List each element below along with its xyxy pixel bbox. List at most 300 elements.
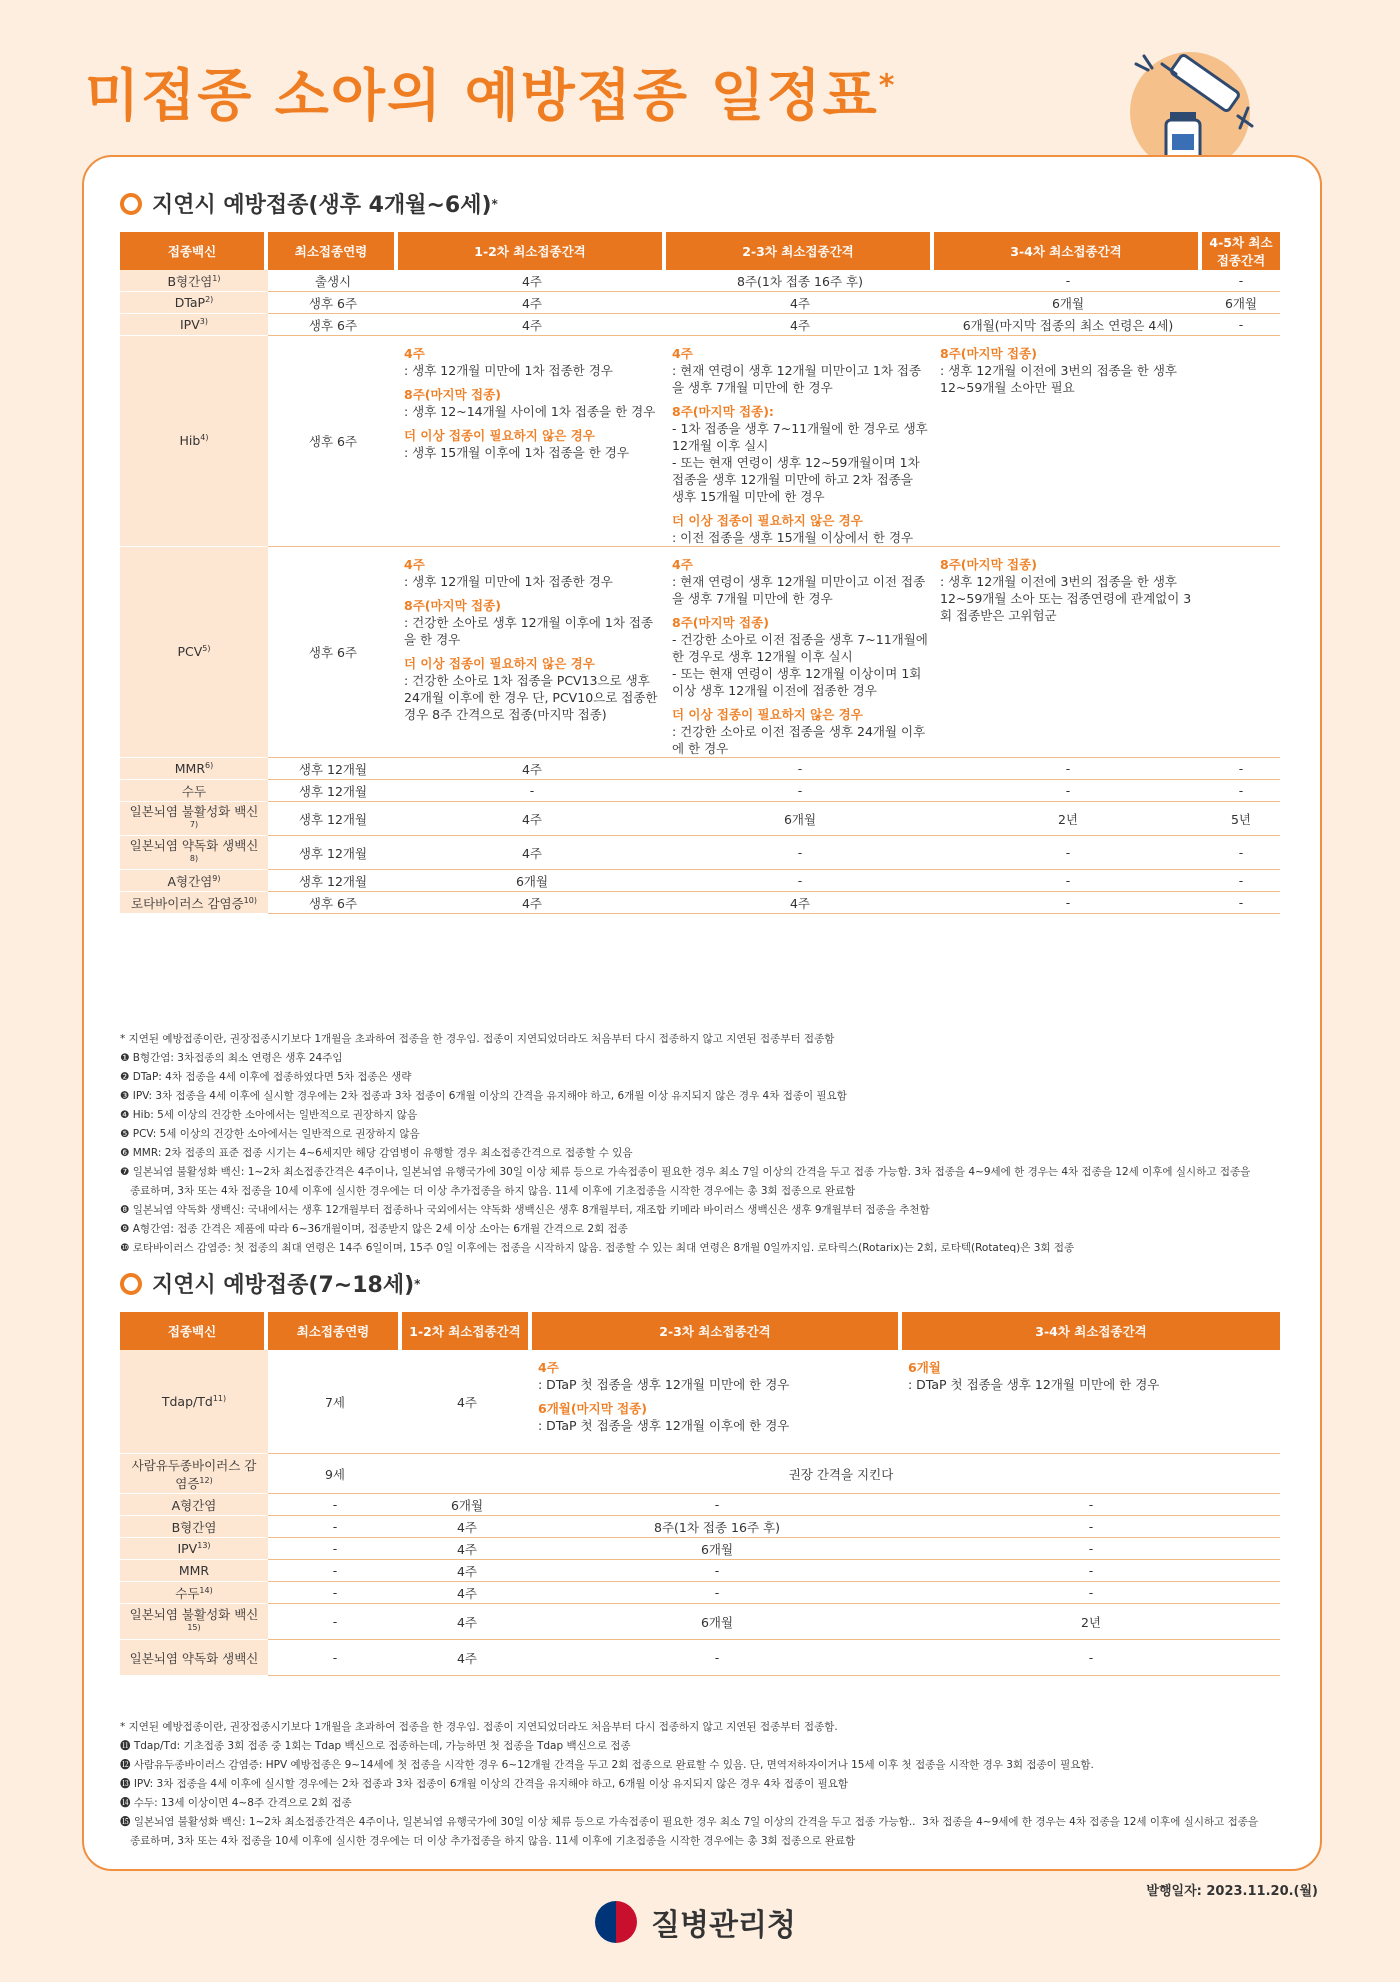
vaccine-label: 일본뇌염 불활성화 백신	[129, 804, 259, 819]
cell-value: -	[1238, 761, 1244, 776]
note-line: 종료하며, 3차 또는 4차 접종을 10세 이후에 실시한 경우에는 더 이상 추가접종을 하지 않음. 11세 이후에 기초접종을 시작한 경우에는 총 3회 접종으로 완료함	[120, 1835, 856, 1847]
cell-value: 4주	[521, 845, 543, 861]
table-row	[120, 1516, 1280, 1538]
section2-notes	[120, 1718, 1310, 1851]
table-cell	[902, 1640, 1280, 1676]
ring-bullet-icon	[120, 193, 142, 215]
table-cell	[398, 802, 666, 836]
table-cell	[398, 758, 666, 780]
table-cell	[268, 1538, 402, 1560]
detail-heading: 4주	[672, 557, 693, 572]
table-cell	[402, 1494, 532, 1516]
vaccine-name	[120, 1560, 268, 1582]
table-cell	[268, 836, 398, 870]
cell-value: 4주	[789, 895, 811, 911]
col-header: 2-3차 최소접종간격	[532, 1312, 902, 1350]
cell-value: -	[1238, 873, 1244, 889]
interval-detail	[934, 336, 1202, 547]
cell-value: 5년	[1230, 811, 1252, 827]
table-cell	[902, 1494, 1280, 1516]
footnote-ref: 8)	[189, 854, 199, 864]
vaccine-name	[120, 892, 268, 914]
footnote-ref: 3)	[199, 316, 208, 326]
table-cell	[268, 780, 398, 802]
table-cell	[402, 1538, 532, 1560]
table-row	[120, 802, 1280, 836]
vaccine-label: IPV	[180, 317, 200, 333]
cell-value: 4주	[521, 295, 543, 311]
table-row	[120, 270, 1280, 292]
detail-text: : 현재 연령이 생후 12개월 미만이고 이전 접종을 생후 7개월 미만에 한 경우	[672, 574, 926, 606]
note-line: ⓬ 사람유두종바이러스 감염증: HPV 예방접종은 9~14세에 첫 접종을 시작한 경우 6~12개월 간격을 두고 2회 접종으로 완료할 수 있음. 단, 면역저하자이거나 15세 이후 첫 접종을 시작한 경우 3회 접종이 필요함.	[120, 1759, 1094, 1771]
vaccine-name	[120, 1454, 268, 1494]
cell-value: 생후 12개월	[298, 845, 368, 861]
note-line: ❷ DTaP: 4차 접종을 4세 이후에 접종하였다면 5차 접종은 생략	[120, 1071, 412, 1083]
cell-value: -	[714, 1497, 720, 1512]
table-cell	[268, 336, 398, 547]
cell-value: 6개월(마지막 접종의 최소 연령은 4세)	[962, 317, 1174, 333]
cell-value: 생후 6주	[308, 317, 358, 333]
table-cell	[1202, 314, 1280, 336]
detail-text: - 1차 접종을 생후 7~11개월에 한 경우로 생후 12개월 이후 실시 - 또는 현재 연령이 생후 12~59개월이며 1차 접종을 생후 12개월 미만에 하고 2차 접종을 생후 15개월 미만에 한 경우	[672, 421, 928, 504]
detail-text: : 생후 12개월 미만에 1차 접종한 경우	[404, 363, 613, 378]
table-cell	[268, 1640, 402, 1676]
vaccine-name	[120, 1516, 268, 1538]
footnote-ref: 7)	[189, 820, 199, 829]
table-cell	[532, 1582, 902, 1604]
table-cell	[268, 1494, 402, 1516]
detail-heading: 8주(마지막 접종)	[672, 615, 769, 630]
cell-value: -	[797, 873, 803, 889]
table-cell	[902, 1604, 1280, 1640]
vaccine-name	[120, 1350, 268, 1454]
vaccine-name	[120, 314, 268, 336]
cell-value: -	[332, 1541, 338, 1556]
table-cell	[934, 758, 1202, 780]
cell-value: 생후 12개월	[298, 761, 368, 777]
table-cell	[268, 758, 398, 780]
footnote-ref: 10)	[243, 895, 257, 905]
cell-value: 4주	[456, 1650, 478, 1666]
table-cell	[902, 1582, 1280, 1604]
cell-value: 생후 6주	[308, 434, 358, 449]
table-row	[120, 1454, 1280, 1494]
cell-value: 4주	[789, 295, 811, 311]
note-line: ❶ B형간염: 3차접종의 최소 연령은 생후 24주임	[120, 1052, 343, 1064]
footnote-ref: 4)	[200, 433, 209, 443]
empty-cell	[1202, 547, 1280, 758]
table-cell	[398, 870, 666, 892]
detail-heading: 4주	[538, 1360, 559, 1375]
col-header: 3-4차 최소접종간격	[934, 232, 1202, 270]
vaccine-label: Tdap/Td	[161, 1394, 213, 1410]
col-header: 2-3차 최소접종간격	[666, 232, 934, 270]
detail-text: : DTaP 첫 접종을 생후 12개월 미만에 한 경우	[908, 1377, 1160, 1392]
detail-text: : 생후 12~14개월 사이에 1차 접종을 한 경우	[404, 404, 656, 419]
cell-value: -	[1065, 761, 1071, 776]
table-cell	[666, 758, 934, 780]
cell-value: -	[714, 1563, 720, 1578]
vaccine-label: B형간염	[171, 1519, 217, 1535]
vaccine-label: 사람유두종바이러스 감염증	[131, 1457, 257, 1491]
table-cell	[902, 1516, 1280, 1538]
table-cell	[934, 270, 1202, 292]
table-row	[120, 780, 1280, 802]
detail-heading: 6개월	[908, 1360, 941, 1375]
cell-value: -	[1088, 1585, 1094, 1600]
cell-value: -	[332, 1585, 338, 1600]
cell-value: 6개월	[515, 873, 549, 889]
cell-value: 6개월	[783, 811, 817, 827]
detail-heading: 더 이상 접종이 필요하지 않은 경우	[404, 428, 595, 443]
note-line: ⓮ 수두: 13세 이상이면 4~8주 간격으로 2회 접종	[120, 1797, 352, 1809]
footnote-ref: 13)	[197, 1540, 211, 1550]
detail-text: : 건강한 소아로 이전 접종을 생후 24개월 이후에 한 경우	[672, 724, 926, 756]
vaccine-name	[120, 802, 268, 836]
cell-value: 생후 6주	[308, 895, 358, 911]
vaccine-name	[120, 547, 268, 758]
vaccine-label: A형간염	[171, 1497, 217, 1513]
cell-value: 8주(1차 접종 16주 후)	[737, 273, 863, 289]
detail-text: : DTaP 첫 접종을 생후 12개월 미만에 한 경우	[538, 1377, 790, 1392]
cell-value: 7세	[324, 1394, 346, 1410]
vaccine-name	[120, 1494, 268, 1516]
cell-value: -	[1065, 783, 1071, 798]
cell-value: 4주	[456, 1614, 478, 1630]
detail-heading: 6개월(마지막 접종)	[538, 1401, 648, 1416]
table-cell	[666, 892, 934, 914]
table-cell	[1202, 758, 1280, 780]
detail-heading: 4주	[404, 557, 425, 572]
cell-value: -	[1238, 895, 1244, 911]
section1-notes	[120, 1030, 1310, 1258]
org-logo	[595, 1900, 796, 1944]
cell-value: 4주	[456, 1585, 478, 1601]
cell-value: 8주(1차 접종 16주 후)	[654, 1519, 780, 1535]
cell-value: -	[1088, 1541, 1094, 1556]
note-line: ❹ Hib: 5세 이상의 건강한 소아에서는 일반적으로 권장하지 않음	[120, 1109, 418, 1121]
taegeuk-logo-icon	[595, 1901, 637, 1943]
table-cell	[934, 870, 1202, 892]
vaccine-label: MMR	[174, 761, 206, 777]
table-cell	[1202, 292, 1280, 314]
cell-value: -	[332, 1650, 338, 1665]
col-header: 최소접종연령	[268, 1312, 402, 1350]
vaccine-name	[120, 758, 268, 780]
schedule-table-youth	[120, 1312, 1280, 1676]
table-cell	[934, 292, 1202, 314]
table-cell	[268, 892, 398, 914]
table-row	[120, 870, 1280, 892]
table-cell	[934, 314, 1202, 336]
table-cell	[532, 1640, 902, 1676]
col-header: 1-2차 최소접종간격	[402, 1312, 532, 1350]
table-cell	[268, 1454, 402, 1494]
note-line: ❽ 일본뇌염 약독화 생백신: 국내에서는 생후 12개월부터 접종하나 국외에서는 약독화 생백신은 생후 8개월부터, 재조합 키메라 바이러스 생백신은 생후 9개월부터 접종을 추천함	[120, 1204, 930, 1216]
note-line: ⓯ 일본뇌염 불활성화 백신: 1~2차 최소접종간격은 4주이나, 일본뇌염 유행국가에 30일 이상 체류 등으로 가속접종이 필요한 경우 최소 7일 이상의 간격을 두고 접종 가능함.. 3차 접종을 4~9세에 한 경우는 4차 접종을 12세 이후에 실시하고 접종을	[120, 1816, 1259, 1828]
vaccine-name	[120, 870, 268, 892]
page-title: 미접종 소아의 예방접종 일정표*	[85, 64, 897, 129]
interval-detail	[666, 336, 934, 547]
cell-value: 4주	[521, 895, 543, 911]
table-cell	[934, 892, 1202, 914]
col-header: 최소접종연령	[268, 232, 398, 270]
detail-heading: 8주(마지막 접종)	[940, 557, 1037, 572]
cell-value: 4주	[521, 811, 543, 827]
table-cell	[268, 270, 398, 292]
cell-value: 생후 6주	[308, 295, 358, 311]
cell-value: 4주	[521, 273, 543, 289]
interval-detail	[902, 1350, 1280, 1454]
interval-detail	[398, 336, 666, 547]
cell-value: -	[1238, 273, 1244, 288]
vaccine-name	[120, 1582, 268, 1604]
org-name: 질병관리청	[651, 1908, 796, 1943]
vaccine-label: B형간염	[167, 273, 213, 289]
vaccine-label: DTaP	[174, 295, 206, 311]
vaccine-label: 수두	[181, 783, 207, 799]
detail-text: : 현재 연령이 생후 12개월 미만이고 1차 접종을 생후 7개월 미만에 한 경우	[672, 363, 922, 395]
table-cell	[532, 1538, 902, 1560]
table-cell	[402, 1350, 532, 1454]
col-header: 4-5차 최소 접종간격	[1202, 232, 1280, 270]
cell-value: -	[1088, 1563, 1094, 1578]
table-row	[120, 314, 1280, 336]
detail-text: : 건강한 소아로 1차 접종을 PCV13으로 생후 24개월 이후에 한 경우 단, PCV10으로 접종한 경우 8주 간격으로 접종(마지막 접종)	[404, 673, 658, 722]
table-row	[120, 1350, 1280, 1454]
table-cell	[934, 780, 1202, 802]
cell-value: -	[1238, 845, 1244, 861]
table-cell	[532, 1560, 902, 1582]
table-row	[120, 1582, 1280, 1604]
interval-detail	[532, 1350, 902, 1454]
cell-value: 권장 간격을 지킨다	[788, 1466, 894, 1482]
table-cell	[1202, 870, 1280, 892]
vaccine-label: 일본뇌염 불활성화 백신	[129, 1606, 259, 1622]
table-cell	[902, 1560, 1280, 1582]
cell-value: 4주	[456, 1541, 478, 1557]
cell-value: -	[332, 1497, 338, 1512]
table-cell	[402, 1454, 1280, 1494]
table-cell	[398, 314, 666, 336]
table-row	[120, 836, 1280, 870]
cell-value: -	[714, 1650, 720, 1665]
cell-value: 생후 6주	[308, 645, 358, 660]
vaccine-label: A형간염	[167, 873, 213, 889]
table-cell	[666, 314, 934, 336]
detail-text: : 건강한 소아로 생후 12개월 이후에 1차 접종을 한 경우	[404, 615, 654, 647]
detail-text: : 이전 접종을 생후 15개월 이상에서 한 경우	[672, 530, 914, 545]
cell-value: 9세	[324, 1466, 346, 1482]
cell-value: -	[1238, 783, 1244, 798]
interval-detail	[666, 547, 934, 758]
table-cell	[268, 1604, 402, 1640]
cell-value: 출생시	[314, 273, 352, 289]
vaccine-name	[120, 1538, 268, 1560]
vaccine-label: 일본뇌염 약독화 생백신	[129, 838, 259, 854]
table-cell	[268, 314, 398, 336]
table-cell	[268, 547, 398, 758]
footnote-ref: 9)	[212, 873, 221, 883]
note-line: ❾ A형간염: 접종 간격은 제품에 따라 6~36개월이며, 접종받지 않은 2세 이상 소아는 6개월 간격으로 2회 접종	[120, 1223, 628, 1235]
cell-value: -	[529, 783, 535, 798]
cell-value: 4주	[789, 317, 811, 333]
section1-title: 지연시 예방접종(생후 4개월~6세) *	[120, 188, 498, 219]
cell-value: -	[332, 1563, 338, 1578]
note-line: * 지연된 예방접종이란, 권장접종시기보다 1개월을 초과하여 접종을 한 경우임. 접종이 지연되었더라도 처음부터 다시 접종하지 않고 지연된 접종부터 접종함	[120, 1033, 835, 1045]
detail-text: : 생후 12개월 이전에 3번의 접종을 한 생후 12~59개월 소아 또는 접종연령에 관계없이 3회 접종받은 고위험군	[940, 574, 1192, 623]
vaccine-name	[120, 292, 268, 314]
empty-cell	[1202, 336, 1280, 547]
cell-value: -	[797, 783, 803, 798]
note-line: ❸ IPV: 3차 접종을 4세 이후에 실시할 경우에는 2차 접종과 3차 접종이 6개월 이상의 간격을 유지해야 하고, 6개월 이상 유지되지 않은 경우 4차 접종이 필요함	[120, 1090, 847, 1102]
vaccine-label: PCV	[177, 644, 203, 660]
table-cell	[398, 892, 666, 914]
table-row	[120, 1494, 1280, 1516]
table-cell	[268, 1560, 402, 1582]
note-line: ❻ MMR: 2차 접종의 표준 접종 시기는 4~6세지만 해당 감염병이 유행할 경우 최소접종간격으로 접종할 수 있음	[120, 1147, 633, 1159]
interval-detail	[398, 547, 666, 758]
table-cell	[902, 1538, 1280, 1560]
note-line: ⓫ Tdap/Td: 기초접종 3회 접종 중 1회는 Tdap 백신으로 접종하는데, 가능하면 첫 접종을 Tdap 백신으로 접종	[120, 1740, 631, 1752]
vaccine-name	[120, 270, 268, 292]
table-cell	[666, 870, 934, 892]
footnote-ref: 15)	[187, 1622, 201, 1632]
table-cell	[268, 870, 398, 892]
table-cell	[268, 1350, 402, 1454]
detail-heading: 8주(마지막 접종):	[672, 404, 774, 419]
cell-value: 6개월	[450, 1497, 484, 1513]
table-row	[120, 1640, 1280, 1676]
table-row	[120, 892, 1280, 914]
cell-value: 6개월	[1224, 295, 1258, 311]
cell-value: 4주	[456, 1519, 478, 1535]
table-cell	[666, 802, 934, 836]
cell-value: -	[332, 1614, 338, 1629]
cell-value: 4주	[521, 761, 543, 777]
table-cell	[666, 270, 934, 292]
cell-value: 생후 12개월	[298, 783, 368, 799]
vaccine-label: 로타바이러스 감염증	[131, 895, 244, 911]
table-cell	[402, 1640, 532, 1676]
cell-value: 4주	[521, 317, 543, 333]
cell-value: -	[714, 1585, 720, 1600]
vaccine-label: 일본뇌염 약독화 생백신	[129, 1650, 259, 1666]
cell-value: 6개월	[700, 1614, 734, 1630]
cell-value: 생후 12개월	[298, 811, 368, 827]
cell-value: 2년	[1080, 1614, 1102, 1630]
note-line: ⓭ IPV: 3차 접종을 4세 이후에 실시할 경우에는 2차 접종과 3차 접종이 6개월 이상의 간격을 유지해야 하고, 6개월 이상 유지되지 않은 경우 4차 접종이 필요함	[120, 1778, 849, 1790]
footnote-ref: 5)	[202, 644, 211, 654]
table-cell	[666, 836, 934, 870]
table-cell	[666, 292, 934, 314]
note-line: ❼ 일본뇌염 불활성화 백신: 1~2차 최소접종간격은 4주이나, 일본뇌염 유행국가에 30일 이상 체류 등으로 가속접종이 필요한 경우 최소 7일 이상의 간격을 두고 접종 가능함. 3차 접종을 4~9세에 한 경우는 4차 접종을 12세 이후에 실시하고 접종을	[120, 1166, 1251, 1178]
footnote-ref: 2)	[205, 294, 214, 304]
detail-text: - 건강한 소아로 이전 접종을 생후 7~11개월에 한 경우로 생후 12개월 이후 실시 - 또는 현재 연령이 생후 12개월 이상이며 1회 이상 생후 12개월 이전에 접종한 경우	[672, 632, 928, 698]
table-cell	[1202, 780, 1280, 802]
cell-value: -	[1088, 1519, 1094, 1534]
note-line: ❿ 로타바이러스 감염증: 첫 접종의 최대 연령은 14주 6일이며, 15주 0일 이후에는 접종을 시작하지 않음. 접종할 수 있는 최대 연령은 8개월 0일까지임. 로타릭스(Rotarix)는 2회, 로타텍(Rotateq)은 3회 접종	[120, 1242, 1075, 1254]
cell-value: -	[1088, 1650, 1094, 1665]
note-line: ❺ PCV: 5세 이상의 건강한 소아에서는 일반적으로 권장하지 않음	[120, 1128, 420, 1140]
vaccine-label: Hib	[179, 433, 201, 449]
table-cell	[532, 1516, 902, 1538]
cell-value: -	[797, 845, 803, 861]
detail-text: : 생후 12개월 이전에 3번의 접종을 한 생후 12~59개월 소아만 필요	[940, 363, 1178, 395]
table-cell	[398, 780, 666, 802]
cell-value: 생후 12개월	[298, 873, 368, 889]
table-cell	[402, 1560, 532, 1582]
col-header: 접종백신	[120, 1312, 268, 1350]
table-cell	[1202, 270, 1280, 292]
detail-heading: 4주	[404, 346, 425, 361]
publish-date: 발행일자: 2023.11.20.(월)	[1146, 1884, 1318, 1899]
detail-heading: 더 이상 접종이 필요하지 않은 경우	[404, 656, 595, 671]
ring-bullet-icon	[120, 1273, 142, 1295]
cell-value: 2년	[1057, 811, 1079, 827]
footnote-ref: 12)	[199, 1475, 213, 1485]
col-header: 1-2차 최소접종간격	[398, 232, 666, 270]
cell-value: 6개월	[1051, 295, 1085, 311]
table-row	[120, 758, 1280, 780]
table-row	[120, 336, 1280, 547]
detail-heading: 더 이상 접종이 필요하지 않은 경우	[672, 707, 863, 722]
table-cell	[398, 270, 666, 292]
note-line: * 지연된 예방접종이란, 권장접종시기보다 1개월을 초과하여 접종을 한 경우임. 접종이 지연되었더라도 처음부터 다시 접종하지 않고 지연된 접종부터 접종함.	[120, 1721, 838, 1733]
note-line: 종료하며, 3차 또는 4차 접종을 10세 이후에 실시한 경우에는 더 이상 추가접종을 하지 않음. 11세 이후에 기초접종을 시작한 경우에는 총 3회 접종으로 완료함	[120, 1185, 856, 1197]
vaccine-name	[120, 1604, 268, 1640]
table-cell	[666, 780, 934, 802]
cell-value: -	[1065, 273, 1071, 288]
detail-text: : 생후 12개월 미만에 1차 접종한 경우	[404, 574, 613, 589]
cell-value: 4주	[456, 1563, 478, 1579]
vaccine-name	[120, 780, 268, 802]
section2-title: 지연시 예방접종(7~18세) *	[120, 1268, 420, 1299]
col-header: 3-4차 최소접종간격	[902, 1312, 1280, 1350]
cell-value: -	[1065, 895, 1071, 911]
vaccine-name	[120, 836, 268, 870]
schedule-table-infant	[120, 232, 1280, 914]
footnote-ref: 14)	[199, 1585, 213, 1595]
table-row	[120, 1604, 1280, 1640]
table-cell	[1202, 836, 1280, 870]
table-cell	[934, 802, 1202, 836]
table-row	[120, 547, 1280, 758]
table-cell	[532, 1494, 902, 1516]
footnote-ref: 1)	[212, 273, 221, 283]
table-cell	[268, 802, 398, 836]
detail-heading: 8주(마지막 접종)	[940, 346, 1037, 361]
cell-value: -	[797, 761, 803, 776]
table-row	[120, 1538, 1280, 1560]
syringe-vial-icon	[1130, 52, 1250, 172]
vaccine-label: 수두	[175, 1585, 200, 1601]
table-cell	[402, 1582, 532, 1604]
vaccine-label: MMR	[178, 1563, 210, 1579]
table-cell	[268, 1582, 402, 1604]
table-cell	[1202, 802, 1280, 836]
table-cell	[934, 836, 1202, 870]
cell-value: 4주	[456, 1394, 478, 1410]
table-cell	[268, 1516, 402, 1538]
table-cell	[1202, 892, 1280, 914]
cell-value: 6개월	[700, 1541, 734, 1557]
col-header: 접종백신	[120, 232, 268, 270]
detail-heading: 8주(마지막 접종)	[404, 387, 501, 402]
footnote-ref: 6)	[205, 760, 214, 770]
detail-heading: 8주(마지막 접종)	[404, 598, 501, 613]
detail-heading: 더 이상 접종이 필요하지 않은 경우	[672, 513, 863, 528]
